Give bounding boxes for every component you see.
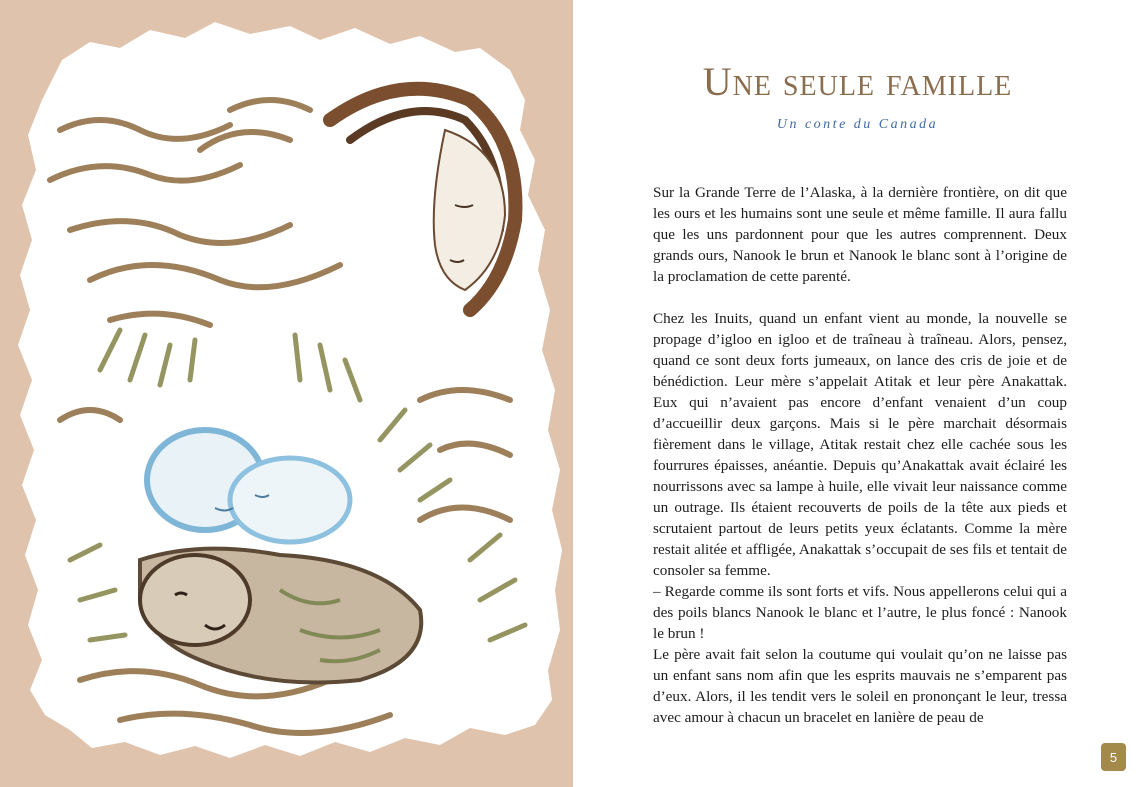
story-title: Une seule famille <box>702 59 1013 104</box>
paragraph-spacer <box>653 287 1067 308</box>
story-subtitle: Un conte du Canada <box>776 117 939 132</box>
paragraph: – Regarde comme ils sont forts et vifs. Nous appellerons celui qui a des poils blancs Nanook le blanc et l’autre, le plus foncé : Nanook le brun ! <box>653 583 1067 642</box>
page-number-badge: 5 <box>1101 743 1126 771</box>
story-body <box>653 182 1067 728</box>
text-page <box>573 0 1142 787</box>
paragraph: Le père avait fait selon la coutume qui voulait qu’on ne laisse pas un enfant sans nom afin que les esprits mauvais ne s’emparent pas d’eux. Alors, il les tendit vers le soleil en prononçant le leur, tressa avec amour à chacun un bracelet en lanière de peau de <box>653 646 1067 726</box>
paragraph: Chez les Inuits, quand un enfant vient au monde, la nouvelle se propage d’igloo en igloo et de traîneau à traîneau. Alors, pensez, quand ce sont deux forts jumeaux, on lance des cris de joie et de bénédiction. Leur mère s’appelait Atitak et leur père Anakattak. Eux qui n’avaient pas encore d’enfant venaient d’un coup d’accueillir deux garçons. Mais si le père marchait désormais fièrement dans le village, Atitak restait chez elle cachée sous les fourrures épaisses, anéantie. Depuis qu’Anakattak avait éclairé les nourrissons avec sa lampe à huile, elle vivait leur naissance comme un outrage. Ils étaient recouverts de poils de la tête aux pieds et scrutaient partout de leurs petits yeux éclatants. Comme la mère restait alitée et affligée, Anakattak s’occupait de ses fils et tentait de consoler sa femme. <box>653 310 1067 579</box>
paragraph: Sur la Grande Terre de l’Alaska, à la dernière frontière, on dit que les ours et les humains sont une seule et même famille. Il aura fallu que les uns pardonnent pour que les autres comprennent. Deux grands ours, Nanook le brun et Nanook le blanc sont à l’origine de la proclamation de cette parenté. <box>653 184 1067 285</box>
